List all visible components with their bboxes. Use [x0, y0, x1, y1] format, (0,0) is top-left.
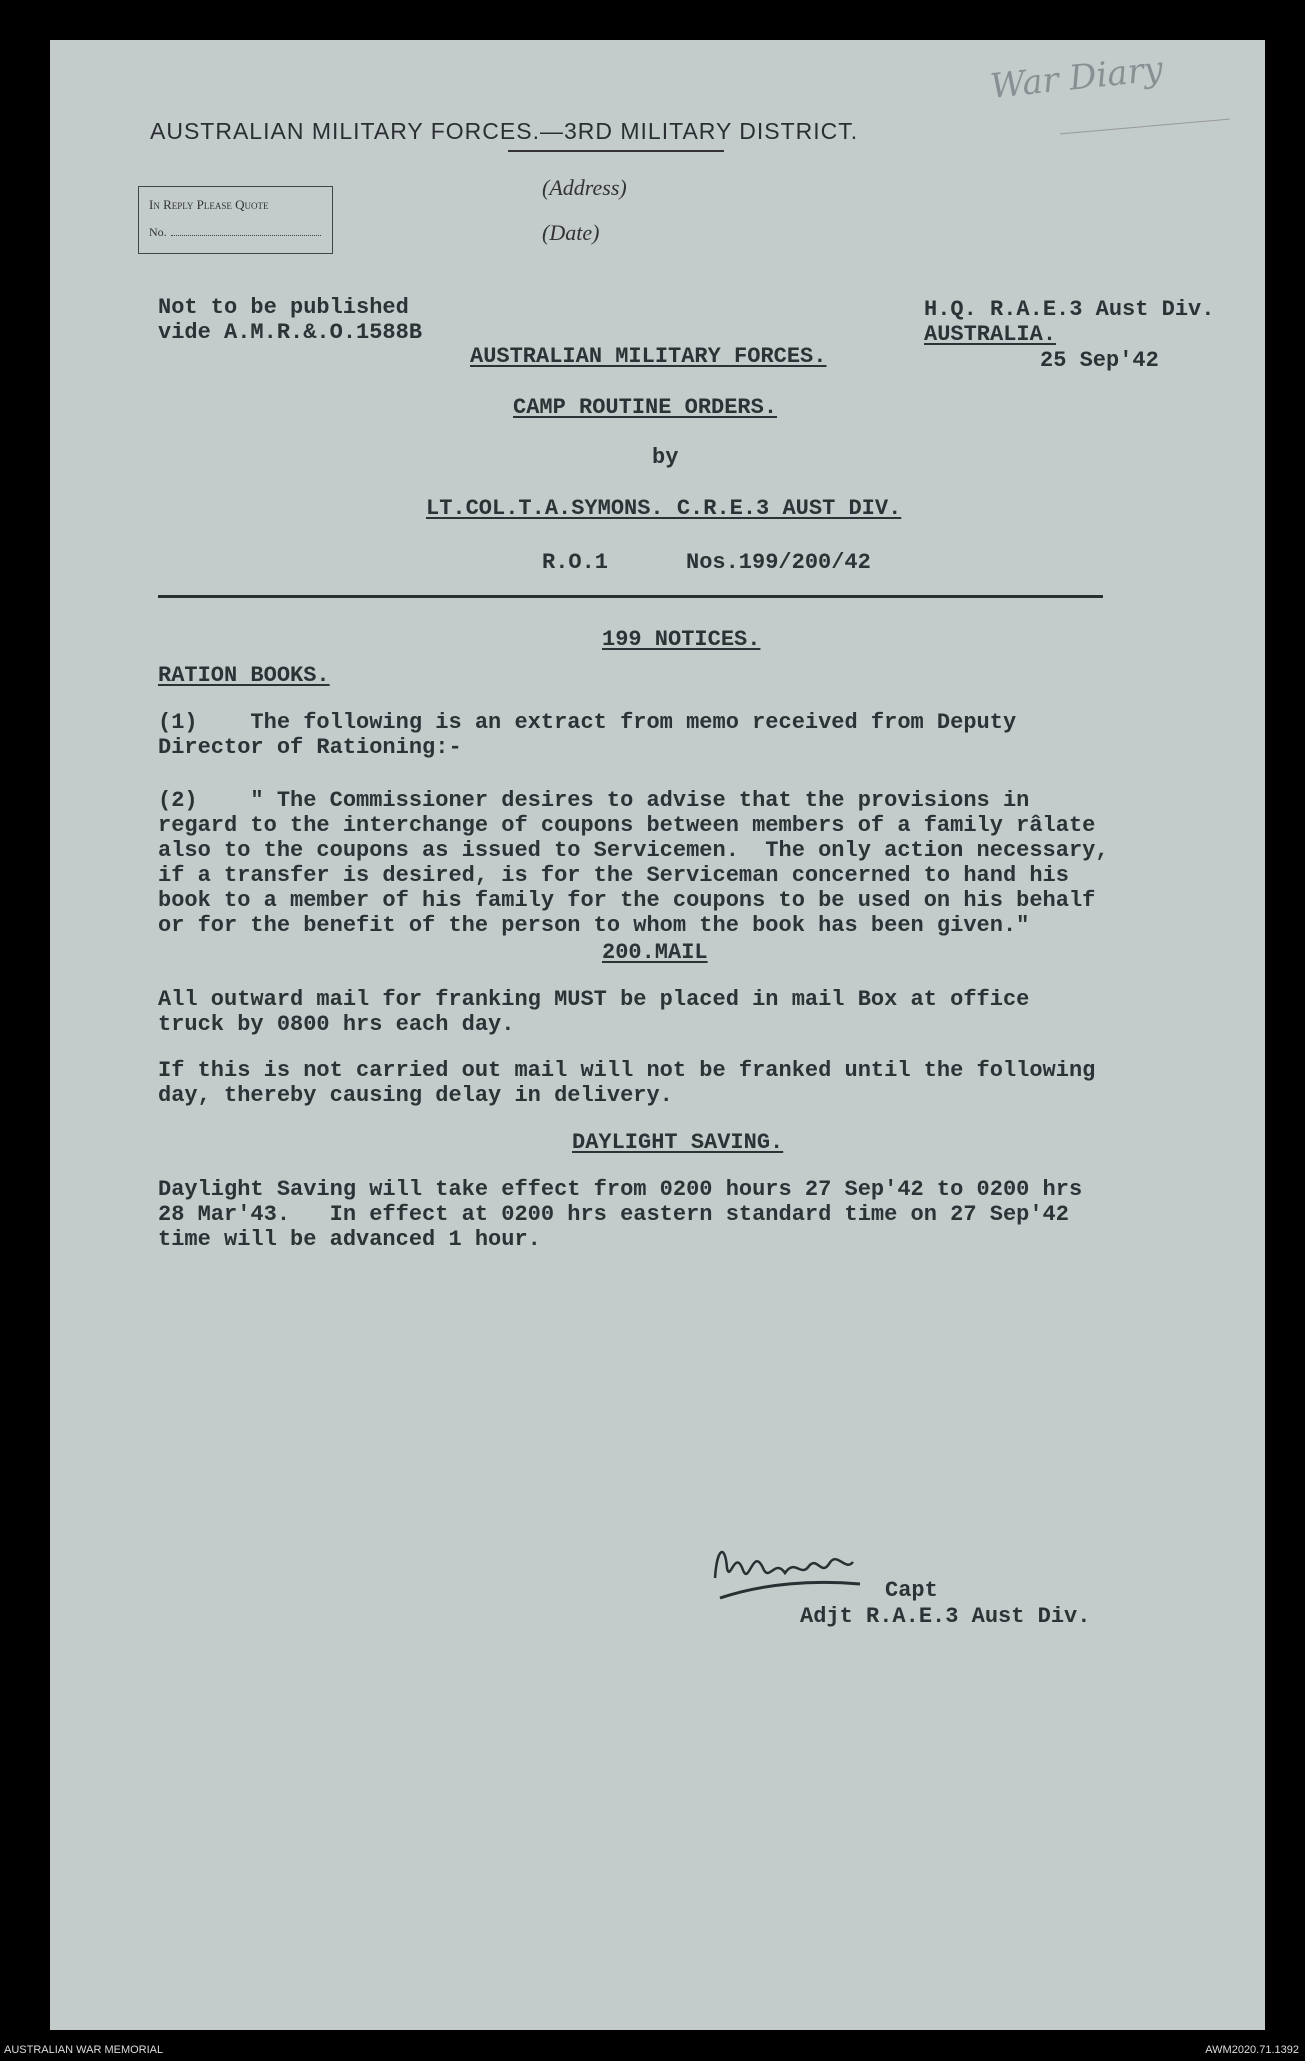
handwritten-war-diary: War Diary — [988, 49, 1165, 107]
heading-commander: LT.COL.T.A.SYMONS. C.R.E.3 AUST DIV. — [426, 496, 902, 521]
handwritten-underline — [1060, 119, 1229, 135]
hq-country: AUSTRALIA. — [924, 322, 1057, 347]
heading-rule — [158, 595, 1103, 598]
letterhead-rule — [508, 150, 724, 152]
ration-books-title: RATION BOOKS. — [158, 663, 330, 688]
heading-by: by — [652, 445, 679, 470]
publication-note-line1: Not to be published — [158, 295, 409, 320]
date-label: (Date) — [542, 220, 600, 245]
document-page — [50, 40, 1265, 2030]
reply-box-label: In Reply Please Quote — [149, 197, 269, 212]
archive-footer-left: AUSTRALIAN WAR MEMORIAL — [4, 2044, 164, 2056]
heading-numbers: Nos.199/200/42 — [686, 550, 871, 575]
heading-camp-routine-orders: CAMP ROUTINE ORDERS. — [513, 395, 778, 420]
archive-footer-right: AWM2020.71.1392 — [1205, 2044, 1299, 2056]
heading-ro: R.O.1 — [542, 550, 609, 575]
mail-para-1: All outward mail for franking MUST be placed in mail Box at office truck by 0800 hrs each day. — [158, 987, 1030, 1037]
mail-para-2: If this is not carried out mail will not be franked until the following day, thereby causing delay in delivery. — [158, 1058, 1096, 1108]
reply-box-number-label: No. — [149, 225, 167, 239]
daylight-saving-para: Daylight Saving will take effect from 0200 hours 27 Sep'42 to 0200 hrs 28 Mar'43. In effect at 0200 hrs eastern standard time on 27 Sep'42 time will be advanced 1 hour. — [158, 1177, 1083, 1252]
address-label: (Address) — [542, 175, 627, 200]
signatory-title: Adjt R.A.E.3 Aust Div. — [800, 1604, 1091, 1629]
ration-books-para-2: (2) " The Commissioner desires to advise that the provisions in regard to the interchange of coupons between members of a family râlate also to the coupons as issued to Servicemen. The only action necessary, if a transfer is desired, is for the Serviceman concerned to hand his book to a member of his family for the coupons to be used on his behalf or for the benefit of the person to whom the book has been given." — [158, 788, 1109, 938]
publication-note-line2: vide A.M.R.&.O.1588B — [158, 320, 423, 345]
signature — [705, 1528, 905, 1608]
ration-books-para-1: (1) The following is an extract from memo received from Deputy Director of Rationing:- — [158, 710, 1017, 760]
reply-box-dotted-line — [171, 235, 321, 236]
section-200-title: 200.MAIL — [602, 940, 708, 965]
signatory-rank: Capt — [885, 1578, 938, 1603]
section-199-title: 199 NOTICES. — [602, 627, 761, 652]
archive-footer — [0, 2040, 1305, 2061]
reply-box — [138, 186, 333, 254]
daylight-saving-title: DAYLIGHT SAVING. — [572, 1130, 784, 1155]
hq-address: H.Q. R.A.E.3 Aust Div. — [924, 297, 1215, 322]
letterhead-title: AUSTRALIAN MILITARY FORCES.—3RD MILITARY DISTRICT. — [150, 118, 859, 144]
order-date: 25 Sep'42 — [1040, 348, 1159, 373]
heading-forces: AUSTRALIAN MILITARY FORCES. — [470, 344, 827, 369]
